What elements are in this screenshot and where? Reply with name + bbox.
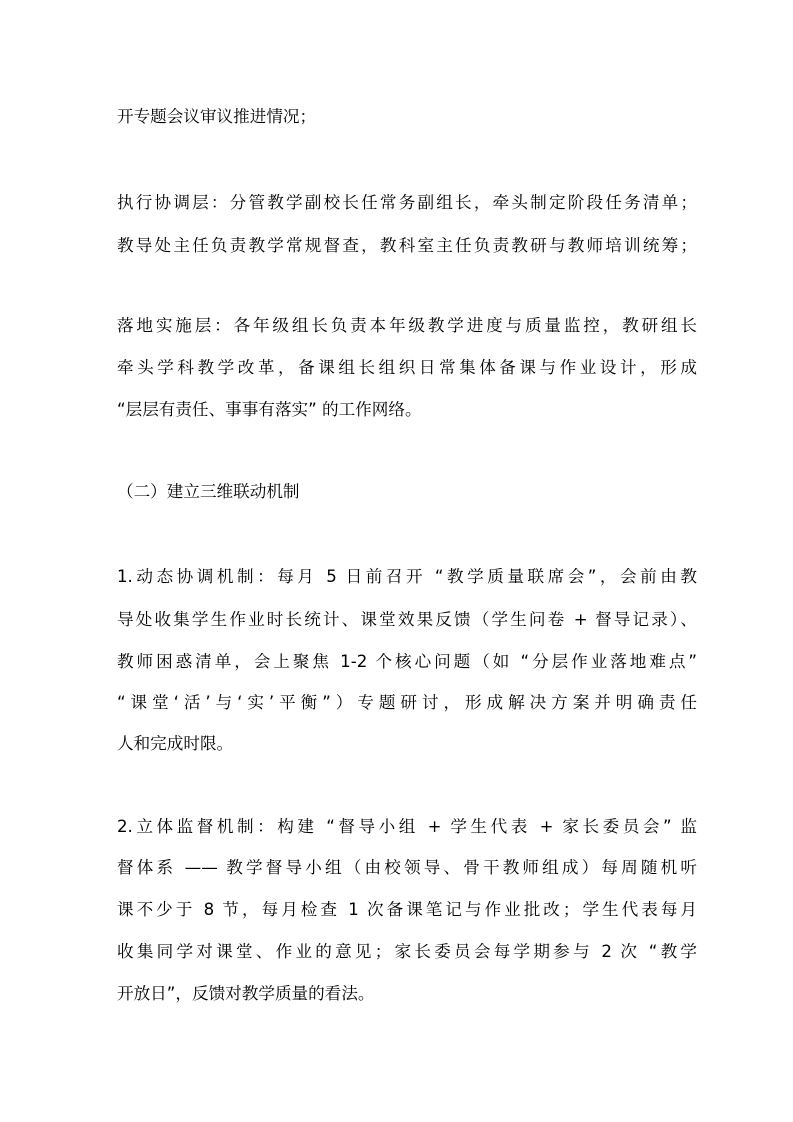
- paragraph-implementation-layer-line-1: 落地实施层：各年级组长负责本年级教学进度与质量监控，教研组长: [117, 316, 697, 335]
- paragraph-dynamic-coordination-line-3: 教师困惑清单，会上聚焦 1-2 个核心问题（如 “分层作业落地难点”: [117, 652, 697, 671]
- paragraph-dynamic-coordination-line-2: 导处收集学生作业时长统计、课堂效果反馈（学生问卷 + 督导记录）、: [117, 610, 697, 629]
- paragraph-supervision-line-5: 开放日”，反馈对教学质量的看法。: [117, 984, 375, 1003]
- paragraph-supervision-line-3: 课不少于 8 节，每月检查 1 次备课笔记与作业批改；学生代表每月: [117, 900, 697, 919]
- paragraph-meeting-review-line-1: 开专题会议审议推进情况；: [117, 107, 317, 126]
- paragraph-dynamic-coordination-line-4: “课堂‘活’与‘实’平衡”）专题研讨，形成解决方案并明确责任: [117, 693, 697, 712]
- paragraph-implementation-layer-line-3: “层层有责任、事事有落实” 的工作网络。: [117, 400, 422, 419]
- section-heading: （二）建立三维联动机制: [117, 482, 300, 501]
- paragraph-supervision-line-4: 收集同学对课堂、作业的意见；家长委员会每学期参与 2 次 “教学: [117, 942, 697, 961]
- paragraph-execution-layer-line-2: 教导处主任负责教学常规督查，教科室主任负责教研与教师培训统筹；: [117, 236, 697, 255]
- paragraph-execution-layer-line-1: 执行协调层：分管教学副校长任常务副组长，牵头制定阶段任务清单；: [117, 193, 697, 212]
- paragraph-supervision-line-2: 督体系 —— 教学督导小组（由校领导、骨干教师组成）每周随机听: [117, 858, 697, 877]
- paragraph-implementation-layer-line-2: 牵头学科教学改革，备课组长组织日常集体备课与作业设计，形成: [117, 358, 697, 377]
- paragraph-dynamic-coordination-line-1: 1.动态协调机制：每月 5 日前召开 “教学质量联席会”，会前由教: [117, 567, 697, 586]
- paragraph-supervision-line-1: 2.立体监督机制：构建 “督导小组 + 学生代表 + 家长委员会” 监: [117, 817, 697, 836]
- paragraph-dynamic-coordination-line-5: 人和完成时限。: [117, 734, 234, 753]
